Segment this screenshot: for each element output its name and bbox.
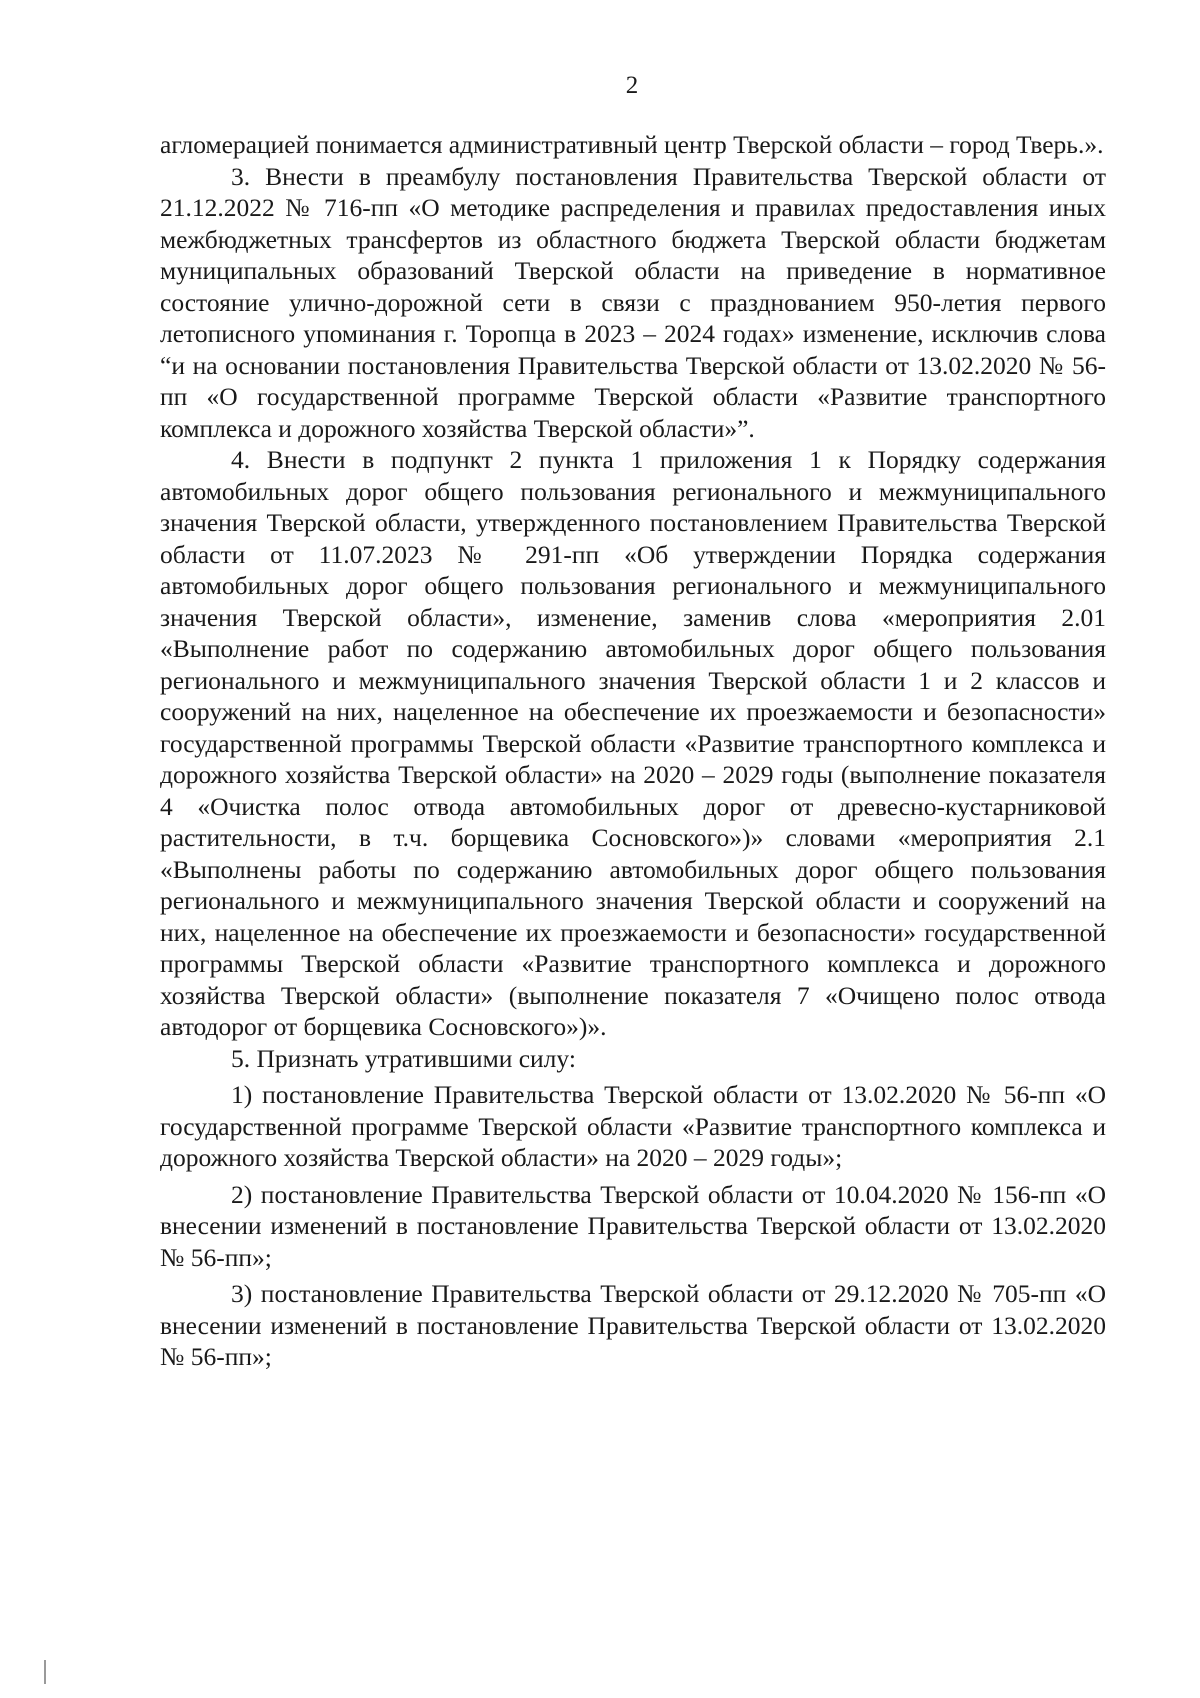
document-body [160, 129, 1106, 1373]
subitem-2: 2) постановление Правительства Тверской области от 10.04.2020 № 156-пп «О внесении изменений в постановление Правительства Тверской области от 13.02.2020 № 56-пп»; [160, 1179, 1106, 1272]
paragraph-item-3: 3. Внести в преамбулу постановления Правительства Тверской области от 21.12.2022 № 716-пп «О методике распределения и правилах предоставления иных межбюджетных трансфертов из областного бюджета Тверской области бюджетам муниципальных образований Тверской области на приведение в нормативное состояние улично-дорожной сети в связи с празднованием 950-летия первого летописного упоминания г. Торопца в 2023 – 2024 годах» изменение, исключив слова “и на основании постановления Правительства Тверской области от 13.02.2020 № 56-пп «О государственной программе Тверской области «Развитие транспортного комплекса и дорожного хозяйства Тверской области»”. [160, 161, 1106, 443]
scan-artifact-mark [44, 1660, 46, 1684]
paragraph-item-5: 5. Признать утратившими силу: [231, 1043, 576, 1073]
paragraph-continuation: агломерацией понимается административный центр Тверской области – город Тверь.». [160, 130, 1104, 159]
paragraph-item-4: 4. Внести в подпункт 2 пункта 1 приложения 1 к Порядку содержания автомобильных дорог общего пользования регионального и межмуниципального значения Тверской области, утвержденного постановлением Правительства Тверской области от 11.07.2023 № 291-пп «Об утверждении Порядка содержания автомобильных дорог общего пользования регионального и межмуниципального значения Тверской области», изменение, заменив слова «мероприятия 2.01 «Выполнение работ по содержанию автомобильных дорог общего пользования регионального и межмуниципального значения Тверской области 1 и 2 классов и сооружений на них, нацеленное на обеспечение их проезжаемости и безопасности» государственной программы Тверской области «Развитие транспортного комплекса и дорожного хозяйства Тверской области» на 2020 – 2029 годы (выполнение показателя 4 «Очистка полос отвода автомобильных дорог от древесно-кустарниковой растительности, в т.ч. борщевика Сосновского»)» словами «мероприятия 2.1 «Выполнены работы по содержанию автомобильных дорог общего пользования регионального и межмуниципального значения Тверской области и сооружений на них, нацеленное на обеспечение их проезжаемости и безопасности» государственной программы Тверской области «Развитие транспортного комплекса и дорожного хозяйства Тверской области» (выполнение показателя 7 «Очищено полос отвода автодорог от борщевика Сосновского»)». [160, 445, 1106, 1041]
page-number: 2 [625, 72, 639, 99]
subitem-3: 3) постановление Правительства Тверской области от 29.12.2020 № 705-пп «О внесении изменений в постановление Правительства Тверской области от 13.02.2020 № 56-пп»; [160, 1279, 1106, 1371]
subitem-1: 1) постановление Правительства Тверской области от 13.02.2020 № 56-пп «О государственной программе Тверской области «Развитие транспортного комплекса и дорожного хозяйства Тверской области» на 2020 – 2029 годы»; [160, 1080, 1106, 1172]
